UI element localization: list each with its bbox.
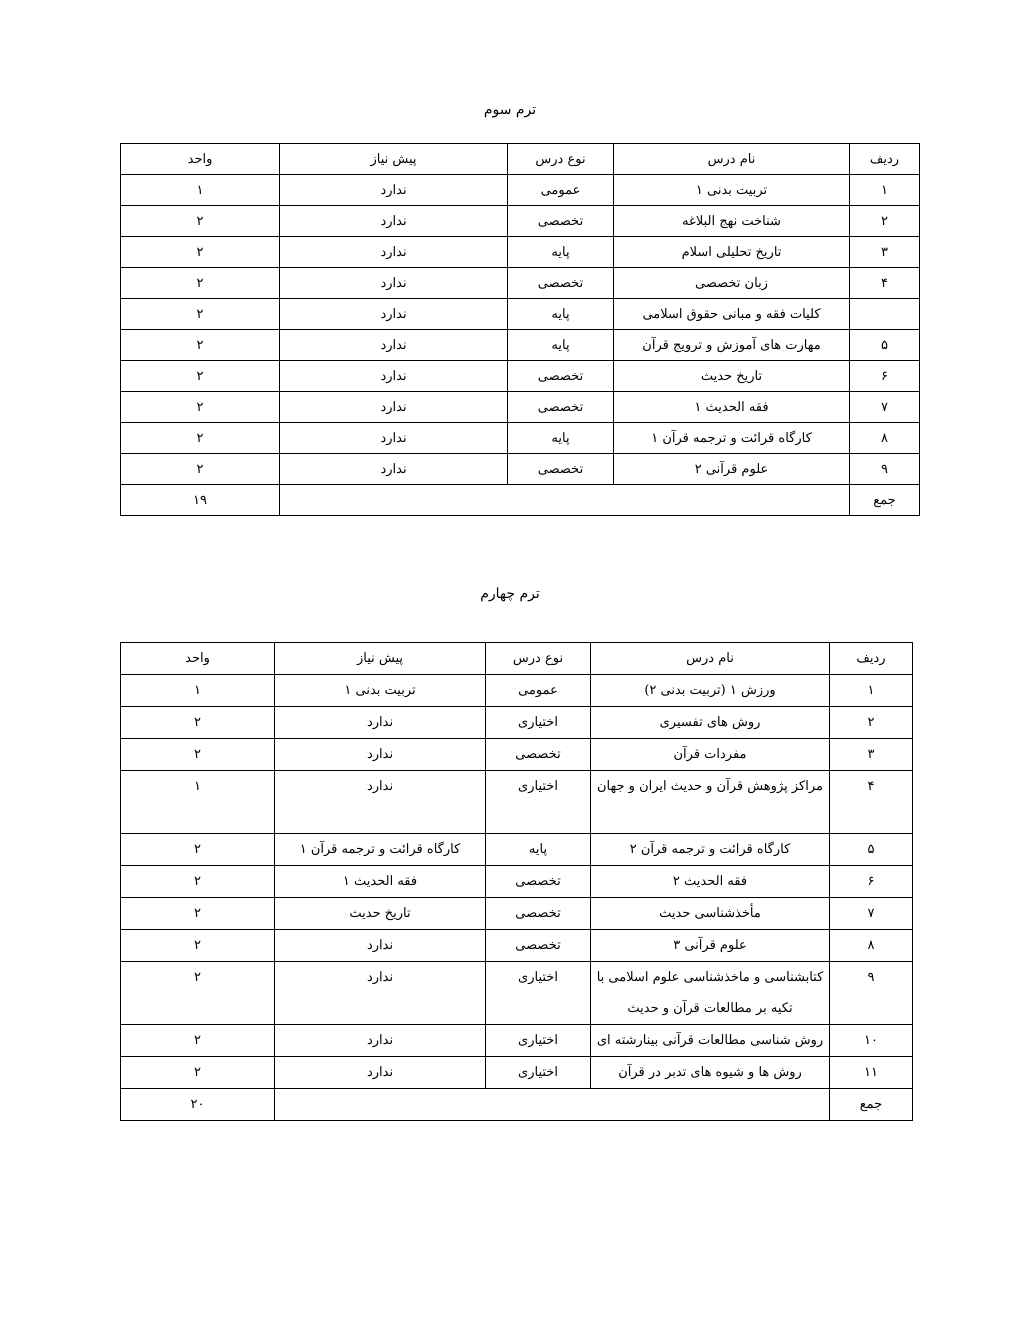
table-row <box>121 361 920 392</box>
total-units: ۱۹ <box>121 485 280 516</box>
course-type: پایه <box>508 423 614 454</box>
row-number: ۶ <box>830 866 913 898</box>
table-row <box>121 962 913 1025</box>
course-name: زبان تخصصی <box>614 268 850 299</box>
units: ۲ <box>121 898 275 930</box>
row-number: ۲ <box>830 707 913 739</box>
course-type: تخصصی <box>508 206 614 237</box>
course-type: تخصصی <box>486 866 591 898</box>
total-empty-cell <box>275 1089 830 1121</box>
units: ۲ <box>121 268 280 299</box>
course-name: شناخت نهج البلاغه <box>614 206 850 237</box>
table-row <box>121 1057 913 1089</box>
prerequisite: تربیت بدنی ۱ <box>275 675 486 707</box>
course-type: تخصصی <box>486 898 591 930</box>
course-type: تخصصی <box>508 454 614 485</box>
course-type: عمومی <box>486 675 591 707</box>
units: ۲ <box>121 206 280 237</box>
course-type: اختیاری <box>486 707 591 739</box>
table-row <box>121 299 920 330</box>
prerequisite: ندارد <box>275 930 486 962</box>
row-number: ۸ <box>850 423 920 454</box>
total-row <box>121 485 920 516</box>
table-row <box>121 330 920 361</box>
header-units: واحد <box>121 144 280 175</box>
total-empty-cell <box>280 485 850 516</box>
course-type: تخصصی <box>508 361 614 392</box>
course-type: تخصصی <box>486 930 591 962</box>
table-header-row <box>121 144 920 175</box>
table-row <box>121 930 913 962</box>
prerequisite: ندارد <box>275 771 486 834</box>
table-header-row <box>121 643 913 675</box>
units: ۲ <box>121 454 280 485</box>
units: ۲ <box>121 330 280 361</box>
table-row <box>121 898 913 930</box>
table-row <box>121 866 913 898</box>
header-prerequisite: پیش نیاز <box>280 144 508 175</box>
prerequisite: ندارد <box>280 392 508 423</box>
table-row <box>121 675 913 707</box>
table-row <box>121 175 920 206</box>
header-units: واحد <box>121 643 275 675</box>
row-number: ۴ <box>830 771 913 834</box>
row-number: ۵ <box>850 330 920 361</box>
units: ۲ <box>121 707 275 739</box>
course-type: تخصصی <box>508 268 614 299</box>
prerequisite: ندارد <box>280 237 508 268</box>
total-label: جمع <box>830 1089 913 1121</box>
row-number: ۴ <box>850 268 920 299</box>
table-row <box>121 237 920 268</box>
units: ۲ <box>121 834 275 866</box>
table-row <box>121 1025 913 1057</box>
units: ۲ <box>121 930 275 962</box>
table-row <box>121 739 913 771</box>
prerequisite: کارگاه قرائت و ترجمه قرآن ۱ <box>275 834 486 866</box>
prerequisite: ندارد <box>280 175 508 206</box>
course-type: پایه <box>508 330 614 361</box>
units: ۱ <box>121 675 275 707</box>
course-name: روش شناسی مطالعات قرآنی بینارشته ای <box>591 1025 830 1057</box>
row-number: ۹ <box>850 454 920 485</box>
header-course-name: نام درس <box>614 144 850 175</box>
course-name: روش های تفسیری <box>591 707 830 739</box>
table-row <box>121 206 920 237</box>
table-row <box>121 834 913 866</box>
course-name: تاریخ تحلیلی اسلام <box>614 237 850 268</box>
table-row <box>121 268 920 299</box>
row-number: ۶ <box>850 361 920 392</box>
total-label: جمع <box>850 485 920 516</box>
course-name: کتابشناسی و ماخذشناسی علوم اسلامی با تکیه بر مطالعات قرآن و حدیث <box>591 962 830 1025</box>
row-number: ۸ <box>830 930 913 962</box>
prerequisite: ندارد <box>280 330 508 361</box>
course-name: روش ها و شیوه های تدبر در قرآن <box>591 1057 830 1089</box>
course-type: پایه <box>486 834 591 866</box>
term3-table <box>120 143 920 516</box>
row-number: ۷ <box>830 898 913 930</box>
prerequisite: ندارد <box>280 361 508 392</box>
row-number <box>850 299 920 330</box>
row-number: ۱۱ <box>830 1057 913 1089</box>
row-number: ۳ <box>830 739 913 771</box>
prerequisite: تاریخ حدیث <box>275 898 486 930</box>
course-name: کارگاه قرائت و ترجمه قرآن ۲ <box>591 834 830 866</box>
course-type: اختیاری <box>486 1025 591 1057</box>
table-row <box>121 423 920 454</box>
prerequisite: فقه الحدیث ۱ <box>275 866 486 898</box>
row-number: ۹ <box>830 962 913 1025</box>
course-name: مأخذشناسی حدیث <box>591 898 830 930</box>
prerequisite: ندارد <box>280 423 508 454</box>
term4-table <box>120 642 913 1121</box>
row-number: ۲ <box>850 206 920 237</box>
course-type: پایه <box>508 237 614 268</box>
table-row <box>121 707 913 739</box>
units: ۲ <box>121 299 280 330</box>
units: ۲ <box>121 423 280 454</box>
prerequisite: ندارد <box>280 268 508 299</box>
course-name: کلیات فقه و مبانی حقوق اسلامی <box>614 299 850 330</box>
course-type: پایه <box>508 299 614 330</box>
row-number: ۵ <box>830 834 913 866</box>
table-row <box>121 454 920 485</box>
units: ۲ <box>121 962 275 1025</box>
prerequisite: ندارد <box>280 206 508 237</box>
units: ۱ <box>121 175 280 206</box>
course-name: مهارت های آموزش و ترویج قرآن <box>614 330 850 361</box>
header-course-name: نام درس <box>591 643 830 675</box>
row-number: ۷ <box>850 392 920 423</box>
units: ۲ <box>121 361 280 392</box>
header-course-type: نوع درس <box>486 643 591 675</box>
course-name: تربیت بدنی ۱ <box>614 175 850 206</box>
course-type: اختیاری <box>486 771 591 834</box>
course-name: ورزش ۱ (تربیت بدنی ۲) <box>591 675 830 707</box>
total-units: ۲۰ <box>121 1089 275 1121</box>
units: ۲ <box>121 1057 275 1089</box>
prerequisite: ندارد <box>275 962 486 1025</box>
course-type: تخصصی <box>486 739 591 771</box>
prerequisite: ندارد <box>275 1057 486 1089</box>
course-name: فقه الحدیث ۱ <box>614 392 850 423</box>
row-number: ۱ <box>830 675 913 707</box>
course-name: تاریخ حدیث <box>614 361 850 392</box>
total-row <box>121 1089 913 1121</box>
header-prerequisite: پیش نیاز <box>275 643 486 675</box>
course-name: علوم قرآنی ۳ <box>591 930 830 962</box>
prerequisite: ندارد <box>280 454 508 485</box>
course-type: تخصصی <box>508 392 614 423</box>
row-number: ۱۰ <box>830 1025 913 1057</box>
units: ۲ <box>121 739 275 771</box>
prerequisite: ندارد <box>280 299 508 330</box>
course-type: اختیاری <box>486 1057 591 1089</box>
units: ۱ <box>121 771 275 834</box>
header-row-number: ردیف <box>830 643 913 675</box>
row-number: ۱ <box>850 175 920 206</box>
table-row <box>121 392 920 423</box>
term4-title: ترم چهارم <box>480 586 540 602</box>
course-type: عمومی <box>508 175 614 206</box>
prerequisite: ندارد <box>275 739 486 771</box>
course-type: اختیاری <box>486 962 591 1025</box>
course-name: مفردات قرآن <box>591 739 830 771</box>
course-name: فقه الحدیث ۲ <box>591 866 830 898</box>
units: ۲ <box>121 392 280 423</box>
prerequisite: ندارد <box>275 707 486 739</box>
units: ۲ <box>121 866 275 898</box>
header-row-number: ردیف <box>850 144 920 175</box>
course-name: کارگاه قرائت و ترجمه قرآن ۱ <box>614 423 850 454</box>
term3-title: ترم سوم <box>483 102 537 118</box>
row-number: ۳ <box>850 237 920 268</box>
table-row <box>121 771 913 834</box>
prerequisite: ندارد <box>275 1025 486 1057</box>
units: ۲ <box>121 237 280 268</box>
course-name: مراکز پژوهش قرآن و حدیث ایران و جهان <box>591 771 830 834</box>
units: ۲ <box>121 1025 275 1057</box>
header-course-type: نوع درس <box>508 144 614 175</box>
course-name: علوم قرآنی ۲ <box>614 454 850 485</box>
